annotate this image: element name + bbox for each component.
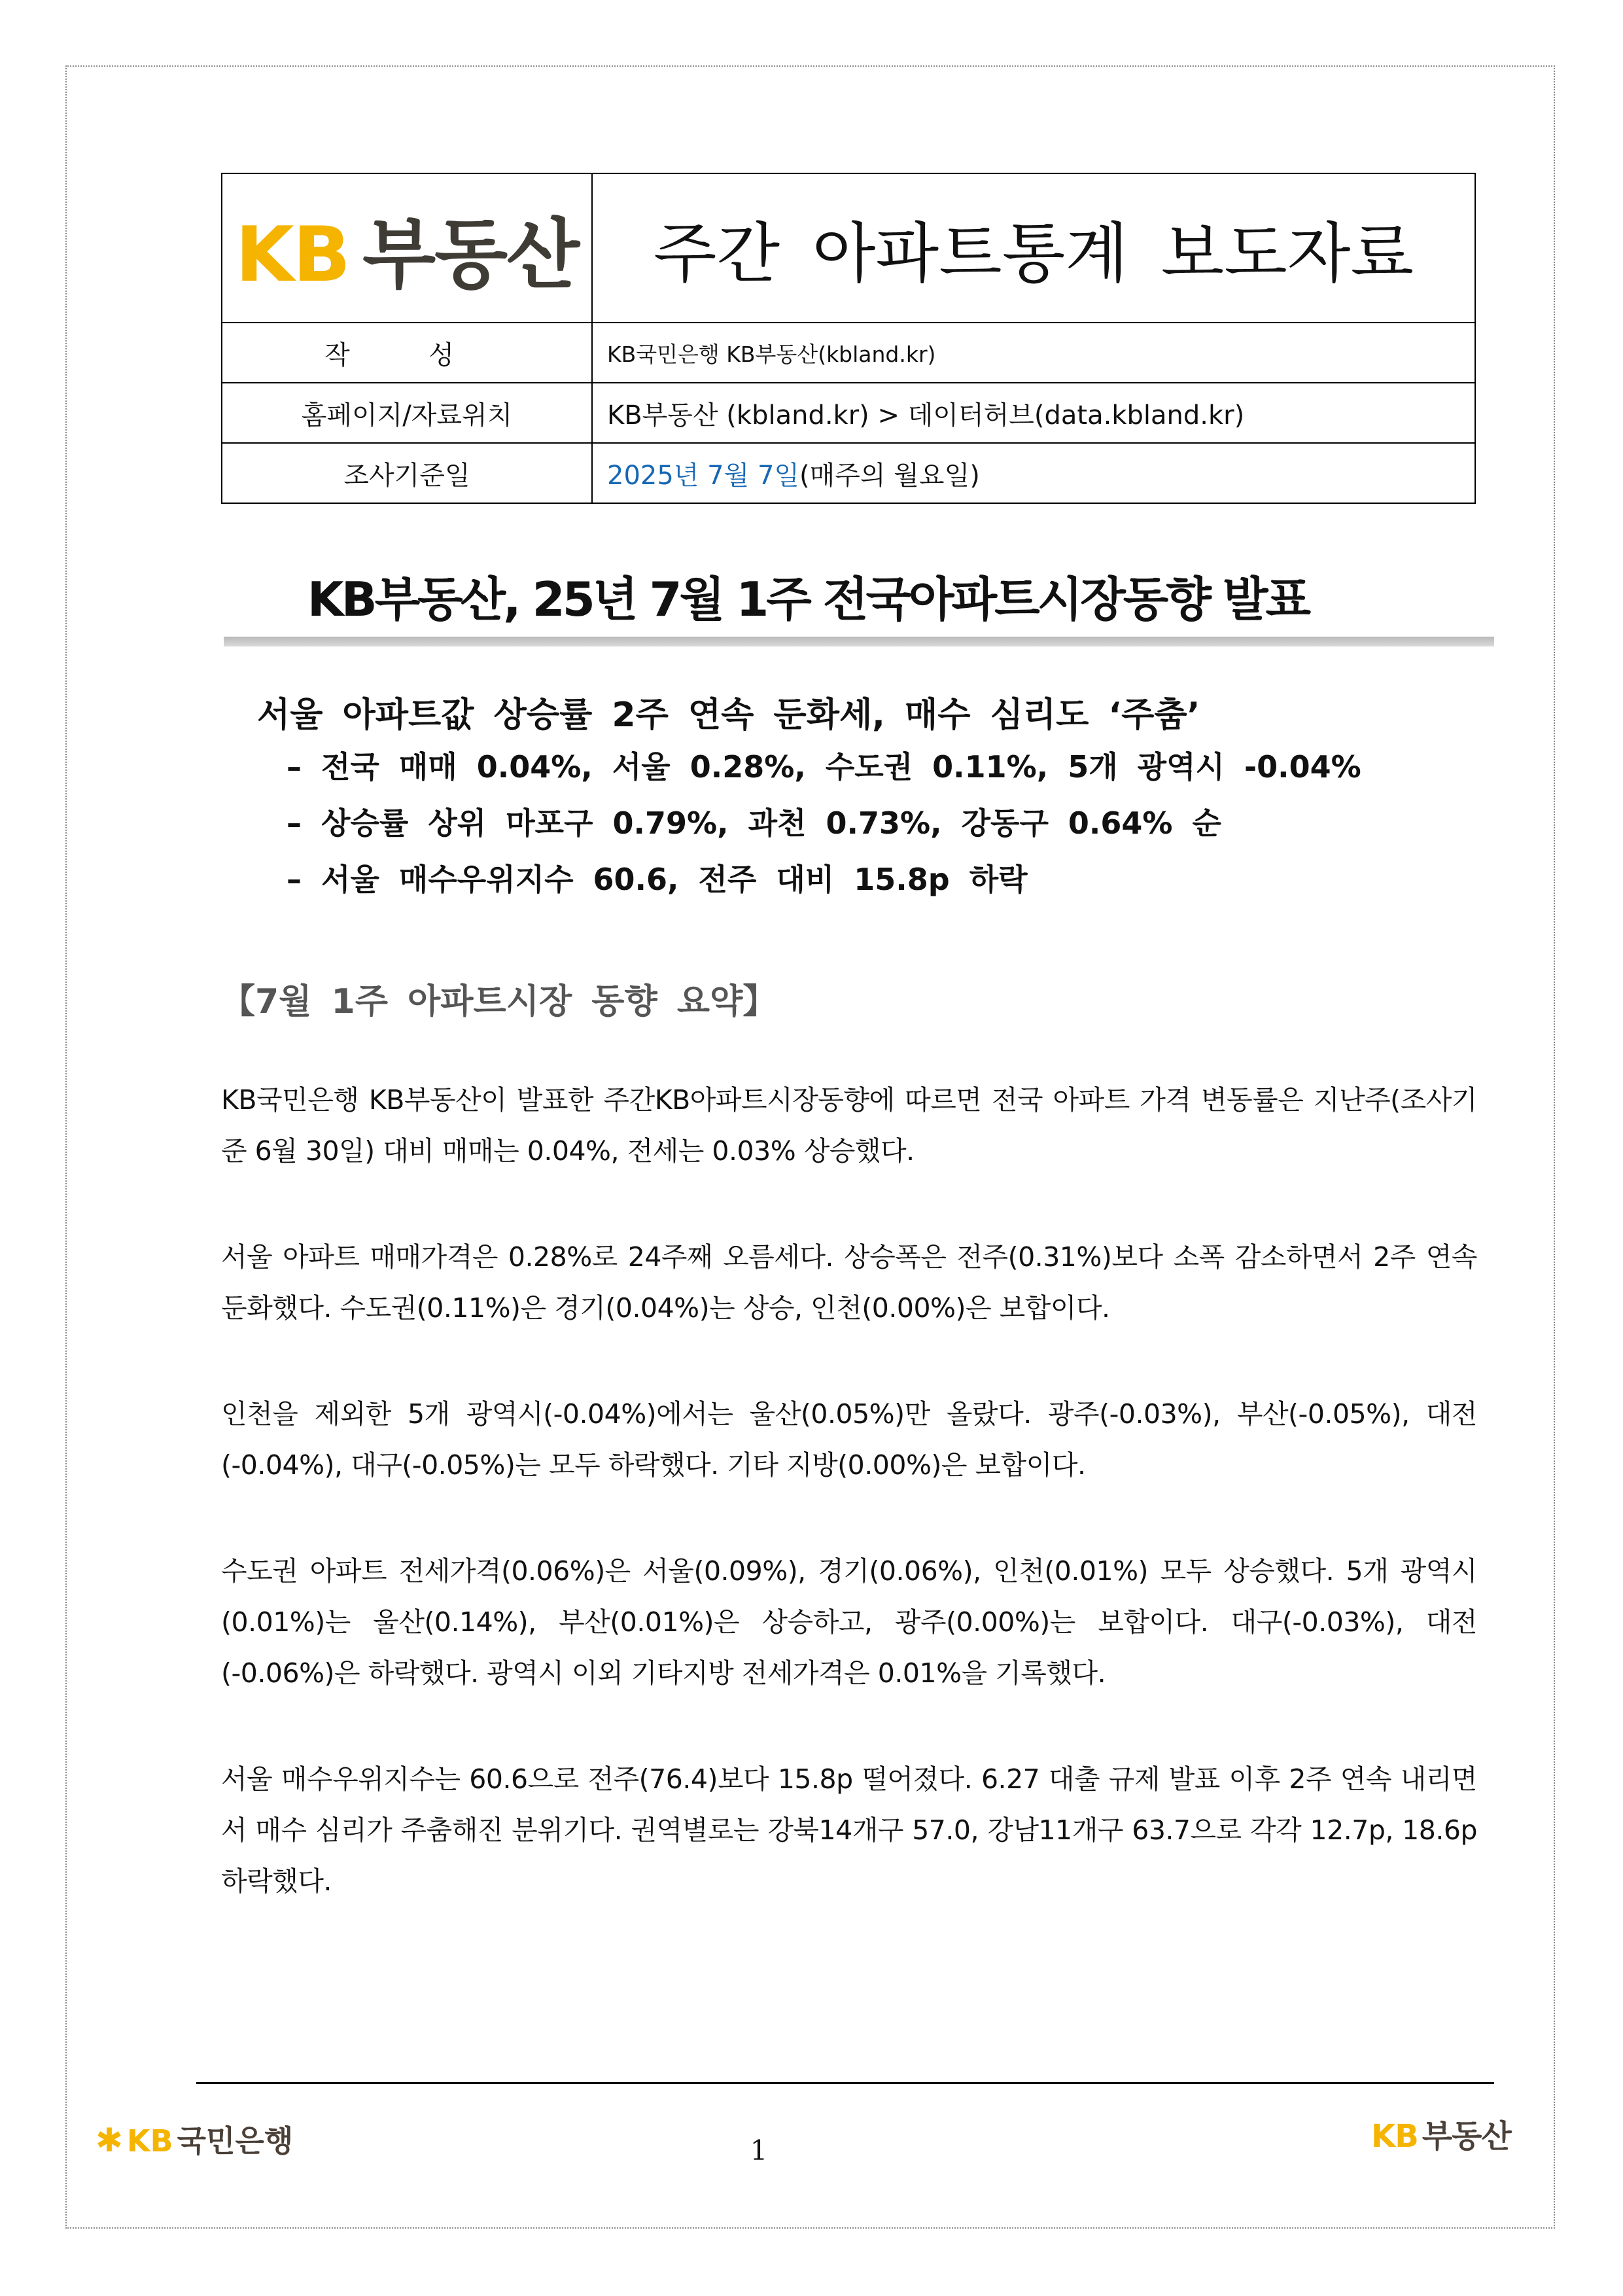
kb-real-estate-footer-logo xyxy=(1371,2111,1511,2156)
logo-kb: KB xyxy=(235,210,350,299)
body-paragraph: 서울 아파트 매매가격은 0.28%로 24주째 오름세다. 상승폭은 전주(0.31%)보다 소폭 감소하면서 2주 연속 둔화했다. 수도권(0.11%)은 경기(0.04%)는 상승, 인천(0.00%)은 보합이다. xyxy=(221,1241,1477,1324)
section-title: 【7월 1주 아파트시장 동향 요약】 xyxy=(221,982,777,1021)
survey-date-note: (매주의 월요일) xyxy=(799,460,980,491)
body-paragraph: KB국민은행 KB부동산이 발표한 주간KB아파트시장동향에 따르면 전국 아파트 가격 변동률은 지난주(조사기준 6월 30일) 대비 매매는 0.04%, 전세는 0.03% 상승했다. xyxy=(221,1084,1477,1167)
summary-bullet: – 전국 매매 0.04%, 서울 0.28%, 수도권 0.11%, 5개 광역시 -0.04% xyxy=(287,749,1361,785)
survey-date: 2025년 7월 7일 xyxy=(607,460,800,491)
header-table xyxy=(221,173,1476,504)
headline-divider xyxy=(224,637,1494,646)
summary-bullet: – 상승률 상위 마포구 0.79%, 과천 0.73%, 강동구 0.64% 순 xyxy=(287,805,1221,841)
page-number: 1 xyxy=(750,2134,768,2166)
logo-name: 부동산 xyxy=(362,210,579,299)
footer-divider xyxy=(196,2082,1494,2084)
main-headline: KB부동산, 25년 7월 1주 전국아파트시장동향 발표 xyxy=(307,572,1309,627)
kb-star-icon: ✱ xyxy=(96,2121,123,2159)
footer-left-name: 국민은행 xyxy=(177,2123,294,2159)
footer-left-kb: KB xyxy=(126,2123,173,2159)
body-paragraph: 서울 매수우위지수는 60.6으로 전주(76.4)보다 15.8p 떨어졌다. 6.27 대출 규제 발표 이후 2주 연속 내리면서 매수 심리가 주춤해진 분위기다. 권역별로는 강북14개구 57.0, 강남11개구 63.7으로 각각 12.7p, 18.6p 하락했다. xyxy=(221,1763,1477,1897)
homepage-value: KB부동산 (kbland.kr) > 데이터허브(data.kbland.kr) xyxy=(592,383,1475,443)
kb-real-estate-logo xyxy=(222,173,592,323)
author-value: KB국민은행 KB부동산(kbland.kr) xyxy=(592,323,1475,383)
summary-title: 서울 아파트값 상승률 2주 연속 둔화세, 매수 심리도 ‘주춤’ xyxy=(257,696,1200,735)
body-paragraph: 인천을 제외한 5개 광역시(-0.04%)에서는 울산(0.05%)만 올랐다. 광주(-0.03%), 부산(-0.05%), 대전(-0.04%), 대구(-0.05%)는 모두 하락했다. 기타 지방(0.00%)은 보합이다. xyxy=(221,1398,1477,1481)
body-paragraph: 수도권 아파트 전세가격(0.06%)은 서울(0.09%), 경기(0.06%), 인천(0.01%) 모두 상승했다. 5개 광역시(0.01%)는 울산(0.14%), 부산(0.01%)은 상승하고, 광주(0.00%)는 보합이다. 대구(-0.03%), 대전(-0.06%)은 하락했다. 광역시 이외 기타지방 전세가격은 0.01%을 기록했다. xyxy=(221,1555,1477,1689)
footer-right-name: 부동산 xyxy=(1422,2118,1511,2155)
survey-date-label: 조사기준일 xyxy=(222,443,592,503)
kb-bank-logo xyxy=(96,2117,293,2161)
survey-date-value xyxy=(592,443,1475,503)
author-label: 작 성 xyxy=(222,323,592,383)
document-title: 주간 아파트통계 보도자료 xyxy=(592,173,1475,323)
homepage-label: 홈페이지/자료위치 xyxy=(222,383,592,443)
summary-bullet: – 서울 매수우위지수 60.6, 전주 대비 15.8p 하락 xyxy=(287,862,1028,897)
footer-right-kb: KB xyxy=(1371,2118,1418,2155)
